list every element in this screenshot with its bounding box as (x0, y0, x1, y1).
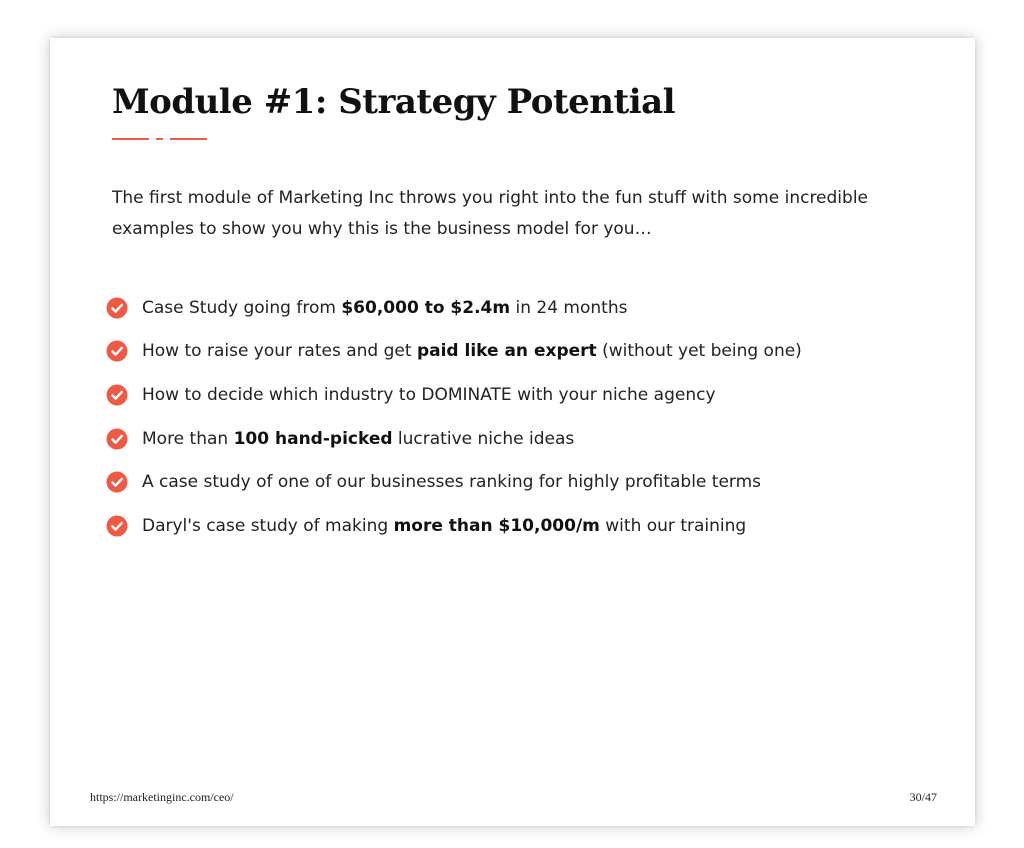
document-page (50, 38, 975, 826)
page-number: 30/47 (909, 790, 937, 804)
check-circle-icon (106, 384, 128, 406)
title-divider (112, 138, 207, 141)
bullet-text: Daryl's case study of making more than $10,000/m with our training (142, 515, 747, 536)
bullet-text: More than 100 hand-picked lucrative niche ideas (142, 428, 575, 449)
bullet-text: Case Study going from $60,000 to $2.4m in 24 months (142, 297, 628, 318)
footer-url: https://marketinginc.com/ceo/ (90, 790, 234, 804)
list-item (106, 286, 802, 330)
list-item (106, 417, 802, 461)
list-item (106, 373, 802, 417)
divider-segment (156, 138, 163, 140)
check-circle-icon (106, 471, 128, 493)
page-title: Module #1: Strategy Potential (112, 82, 676, 122)
list-item (106, 330, 802, 374)
intro-paragraph: The first module of Marketing Inc throws you right into the fun stuff with some incredible examples to show you why this is the business model for you… (112, 188, 869, 239)
check-circle-icon (106, 428, 128, 450)
bullet-text: How to decide which industry to DOMINATE with your niche agency (142, 384, 716, 405)
list-item (106, 460, 802, 504)
bullet-text: How to raise your rates and get paid like an expert (without yet being one) (142, 341, 802, 362)
check-circle-icon (106, 515, 128, 537)
bullet-list (106, 286, 802, 548)
check-circle-icon (106, 297, 128, 319)
divider-segment (170, 138, 207, 140)
check-circle-icon (106, 340, 128, 362)
divider-segment (112, 138, 149, 140)
bullet-text: A case study of one of our businesses ranking for highly profitable terms (142, 472, 762, 493)
list-item (106, 504, 802, 548)
